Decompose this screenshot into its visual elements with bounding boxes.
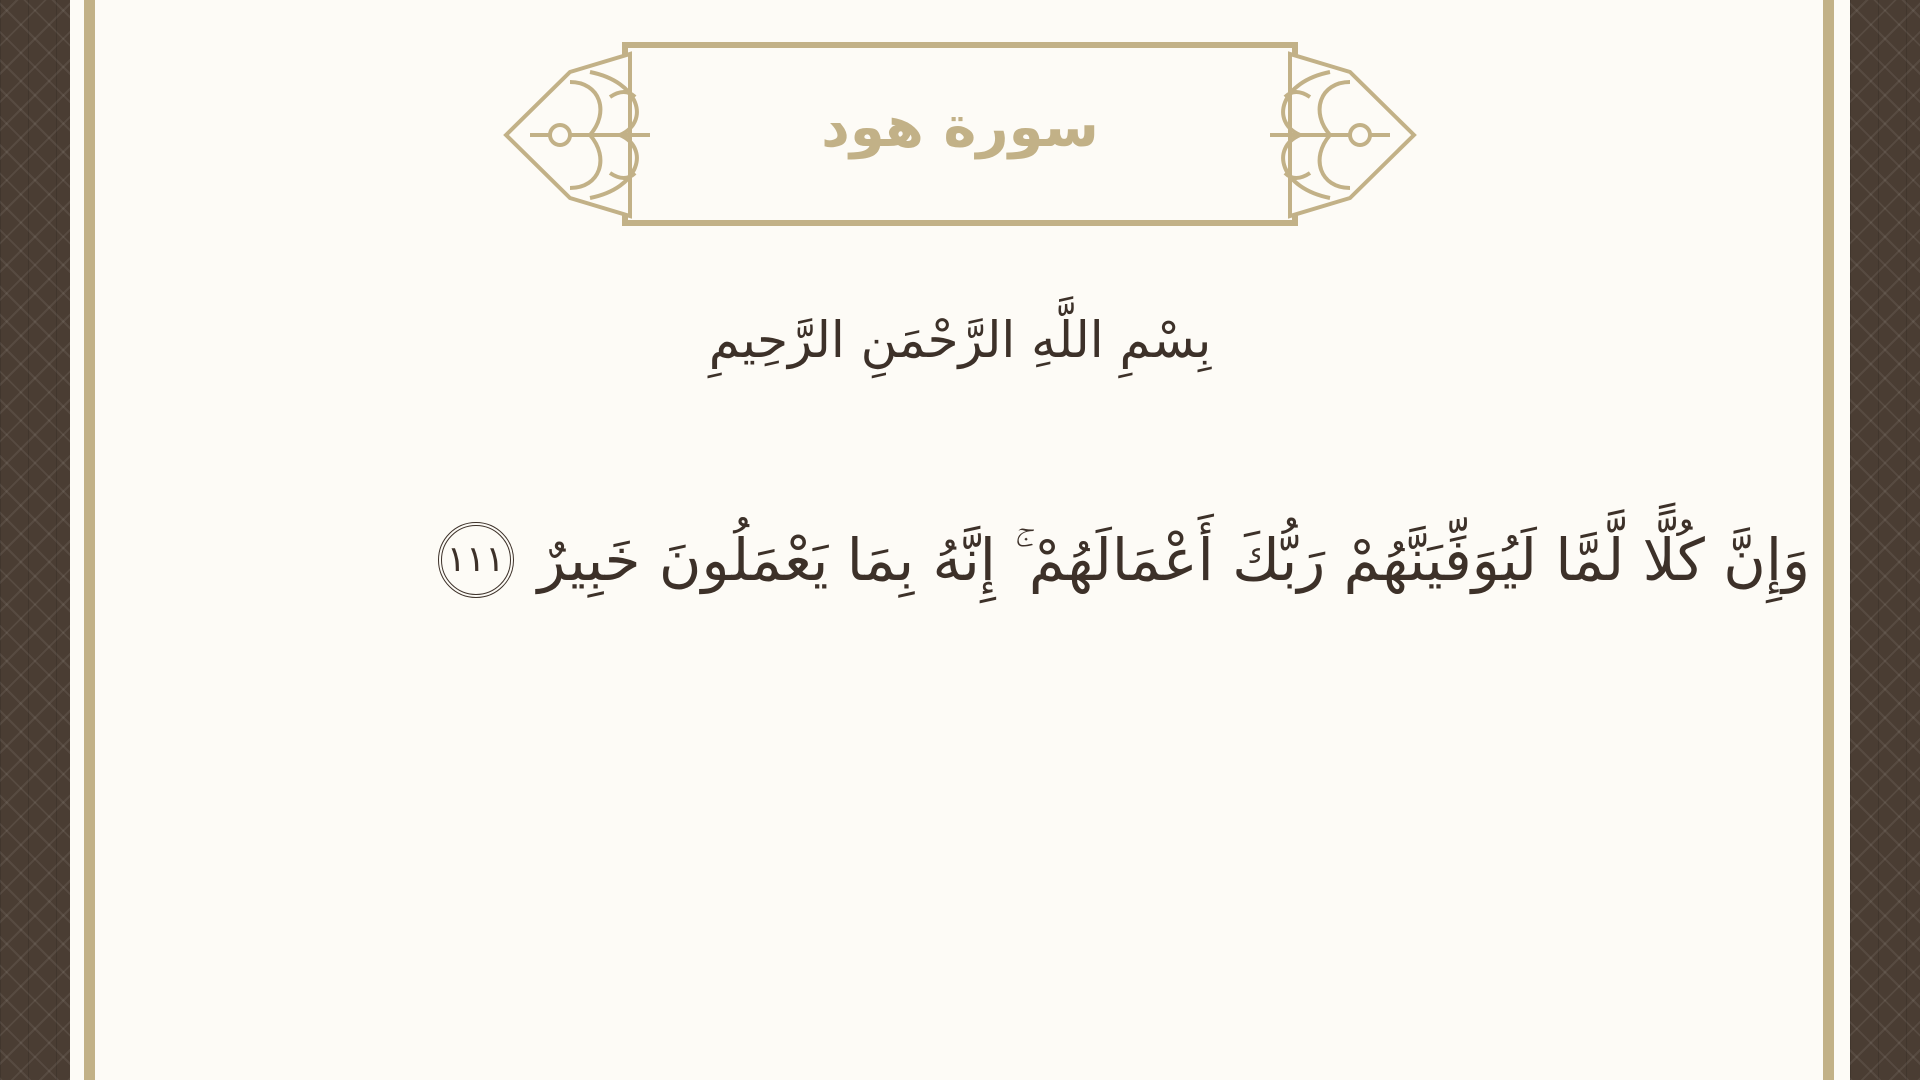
left-gold-rule [84,0,95,1080]
surah-title: سورة هود [821,94,1099,160]
left-ornamental-border [0,0,70,1080]
right-frame-ornament [1270,54,1414,216]
basmala-calligraphy: بِسْمِ اللَّهِ الرَّحْمَنِ الرَّحِيمِ [708,311,1212,369]
verse-line [310,500,1810,620]
right-ornamental-border [1850,0,1920,1080]
verse-text: وَإِنَّ كُلًّا لَّمَّا لَيُوَفِّيَنَّهُمْ رَبُّكَ أَعْمَالَهُمْ ۚ إِنَّهُ بِمَا يَعْمَلُونَ خَبِيرٌ [537,525,1810,594]
right-gold-rule [1823,0,1834,1080]
ayah-number-marker: ١١١ [438,522,514,598]
left-frame-ornament [506,54,650,216]
